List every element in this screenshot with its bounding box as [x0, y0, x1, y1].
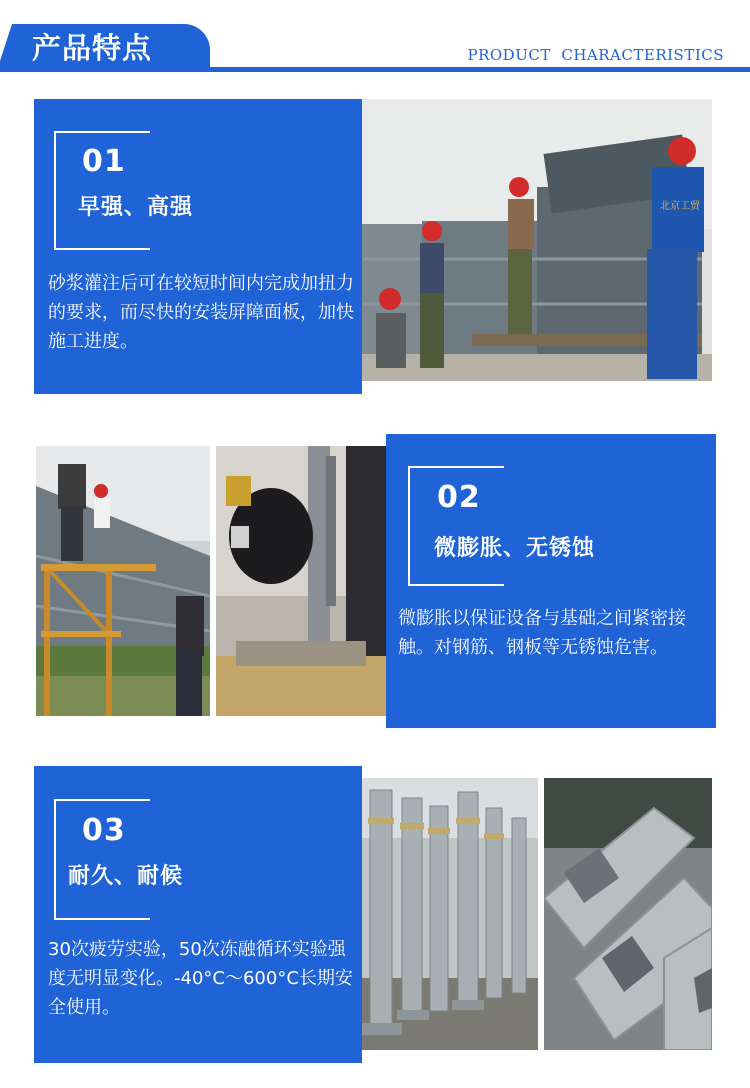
page-title: 产品特点 [32, 31, 153, 65]
feature-01-description: 砂浆灌注后可在较短时间内完成加扭力的要求，而尽快的安装屏障面板，加快施工进度。 [48, 273, 354, 352]
steel-pipe-ends-photo [544, 778, 712, 1050]
shirt-text: 北京工贸 [660, 201, 700, 212]
feature-03-description: 30次疲劳实验，50次冻融循环实验强度无明显变化。-40°C～600°C长期安全使用。 [48, 939, 353, 1018]
feature-02-title: 微膨胀、无锈蚀 [434, 531, 601, 562]
feature-02-number: 02 [437, 480, 481, 515]
workers-on-scaffold-photo [36, 446, 210, 716]
feature-02-description: 微膨胀以保证设备与基础之间紧密接触。对钢筋、钢板等无锈蚀危害。 [398, 608, 686, 658]
page-subtitle-en: PRODUCT CHARACTERISTICS [467, 46, 724, 64]
feature-01-title: 早强、高强 [78, 190, 199, 221]
feature-03-number: 03 [82, 813, 126, 848]
steel-posts-photo [362, 778, 538, 1050]
workers-installing-barrier-photo [362, 99, 712, 381]
feature-03-title: 耐久、耐候 [68, 859, 189, 890]
feature-01-number: 01 [82, 144, 126, 179]
grouting-machine-photo [216, 446, 386, 716]
